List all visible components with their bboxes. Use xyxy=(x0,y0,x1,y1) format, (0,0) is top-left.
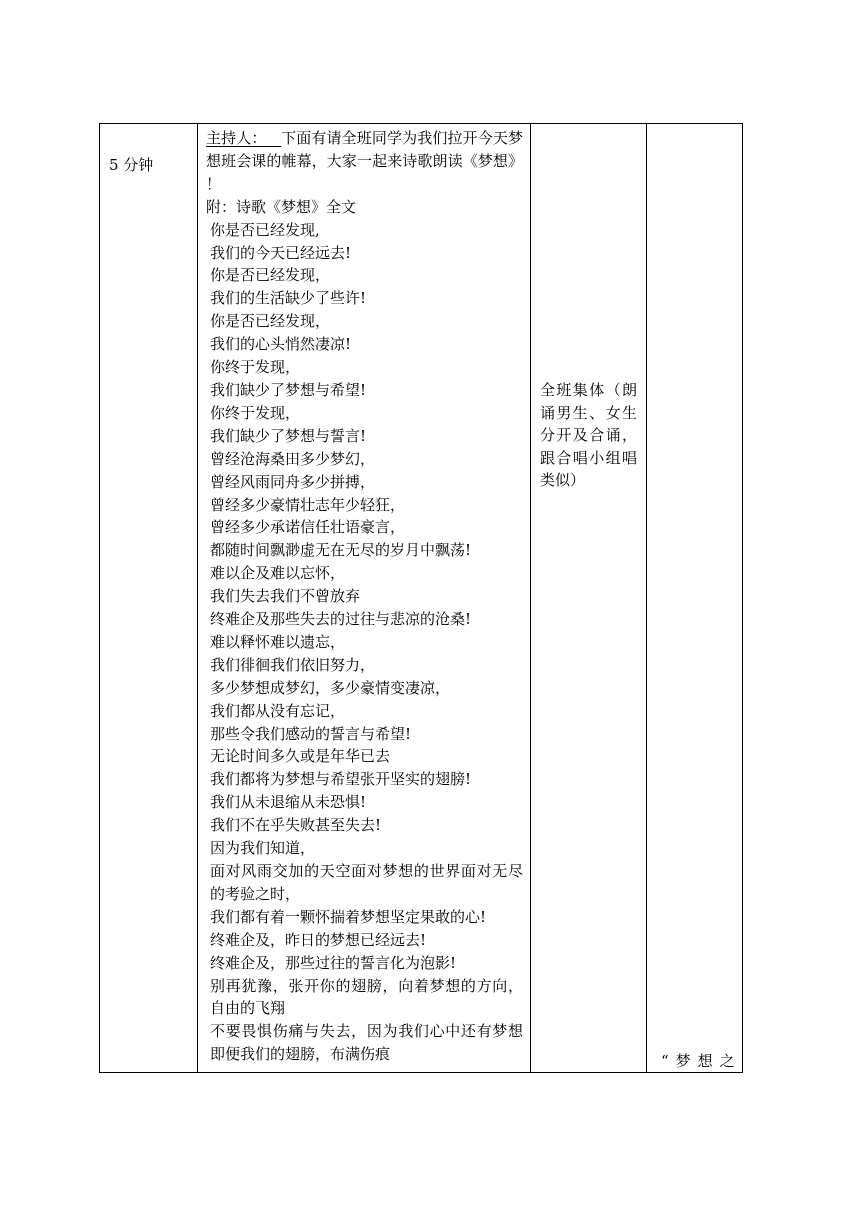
intro-text: 下面有请全班同学为我们拉开今天梦想班会课的帷幕，大家一起来诗歌朗读《梦想》 ！ xyxy=(206,129,523,193)
host-intro xyxy=(206,127,523,196)
poem-line: 我们的心头悄然凄凉! xyxy=(210,335,352,354)
duration-cell xyxy=(100,124,198,1073)
poem-line: 终难企及，那些过往的誓言化为泡影! xyxy=(210,953,457,972)
poem-line: 我们从未退缩从未恐惧! xyxy=(210,793,367,812)
poem-line: 我们缺少了梦想与希望! xyxy=(210,380,367,399)
poem-line: 你是否已经发现， xyxy=(210,266,331,285)
lesson-plan-table xyxy=(99,123,743,1073)
poem-line: 别再犹豫，张开你的翅膀，向着梦想的方向，自由的飞翔 xyxy=(210,976,523,1018)
poem-line: 曾经多少承诺信任壮语豪言， xyxy=(210,518,406,537)
poem-line: 都随时间飘渺虚无在无尽的岁月中飘荡! xyxy=(210,541,472,560)
form-text: 全班集体（朗诵男生、女生分开及合诵，跟合唱小组唱类似） xyxy=(540,381,637,489)
poem-line: 我们不在乎失败甚至失去! xyxy=(210,816,382,835)
content-cell xyxy=(198,124,531,1073)
poem-line: 无论时间多久或是年华已去 xyxy=(210,747,391,766)
poem-line: 我们的今天已经远去! xyxy=(210,243,352,262)
poem-line: 你是否已经发现， xyxy=(210,312,331,331)
poem-line: 你是否已经发现, xyxy=(210,220,320,239)
poem-line: 我们的生活缺少了些许! xyxy=(210,289,367,308)
poem-line: 终难企及那些失去的过往与悲凉的沧桑! xyxy=(210,610,472,629)
poem-line: 难以释怀难以遗忘， xyxy=(210,632,346,651)
poem-line: 面对风雨交加的天空面对梦想的世界面对无尽的考验之时， xyxy=(210,862,523,903)
poem-line: 因为我们知道， xyxy=(210,839,316,858)
poem-line: 你终于发现， xyxy=(210,403,301,422)
poem-line: 曾经沧海桑田多少梦幻， xyxy=(210,449,376,468)
poem-line: 我们都将为梦想与希望张开坚实的翅膀! xyxy=(210,770,472,789)
duration-text: 5 分钟 xyxy=(109,156,154,174)
note-text: “梦想之 xyxy=(661,1052,742,1070)
poem xyxy=(206,219,523,1067)
poem-line: 我们失去我们不曾放弃 xyxy=(210,587,361,606)
poem-line: 我们都从没有忘记， xyxy=(210,701,346,720)
poem-line: 曾经风雨同舟多少拼搏， xyxy=(210,472,376,491)
poem-line: 我们徘徊我们依旧努力， xyxy=(210,655,376,674)
poem-line: 我们缺少了梦想与誓言! xyxy=(210,426,367,445)
note-cell xyxy=(647,124,743,1073)
table-row xyxy=(100,124,743,1073)
poem-line: 我们都有着一颗怀揣着梦想坚定果敢的心! xyxy=(210,907,487,926)
poem-line: 多少梦想成梦幻，多少豪情变凄凉， xyxy=(210,678,451,697)
form-cell xyxy=(531,124,647,1073)
poem-line: 你终于发现， xyxy=(210,358,301,377)
appendix-title: 附：诗歌《梦想》全文 xyxy=(206,197,357,216)
host-label: 主持人： xyxy=(206,129,267,147)
poem-line: 那些令我们感动的誓言与希望! xyxy=(210,724,412,743)
poem-line: 不要畏惧伤痛与失去，因为我们心中还有梦想即便我们的翅膀，布满伤痕 xyxy=(210,1022,523,1064)
poem-line: 难以企及难以忘怀， xyxy=(210,564,346,583)
poem-line: 曾经多少豪情壮志年少轻狂， xyxy=(210,495,406,514)
poem-line: 终难企及，昨日的梦想已经远去! xyxy=(210,930,427,949)
